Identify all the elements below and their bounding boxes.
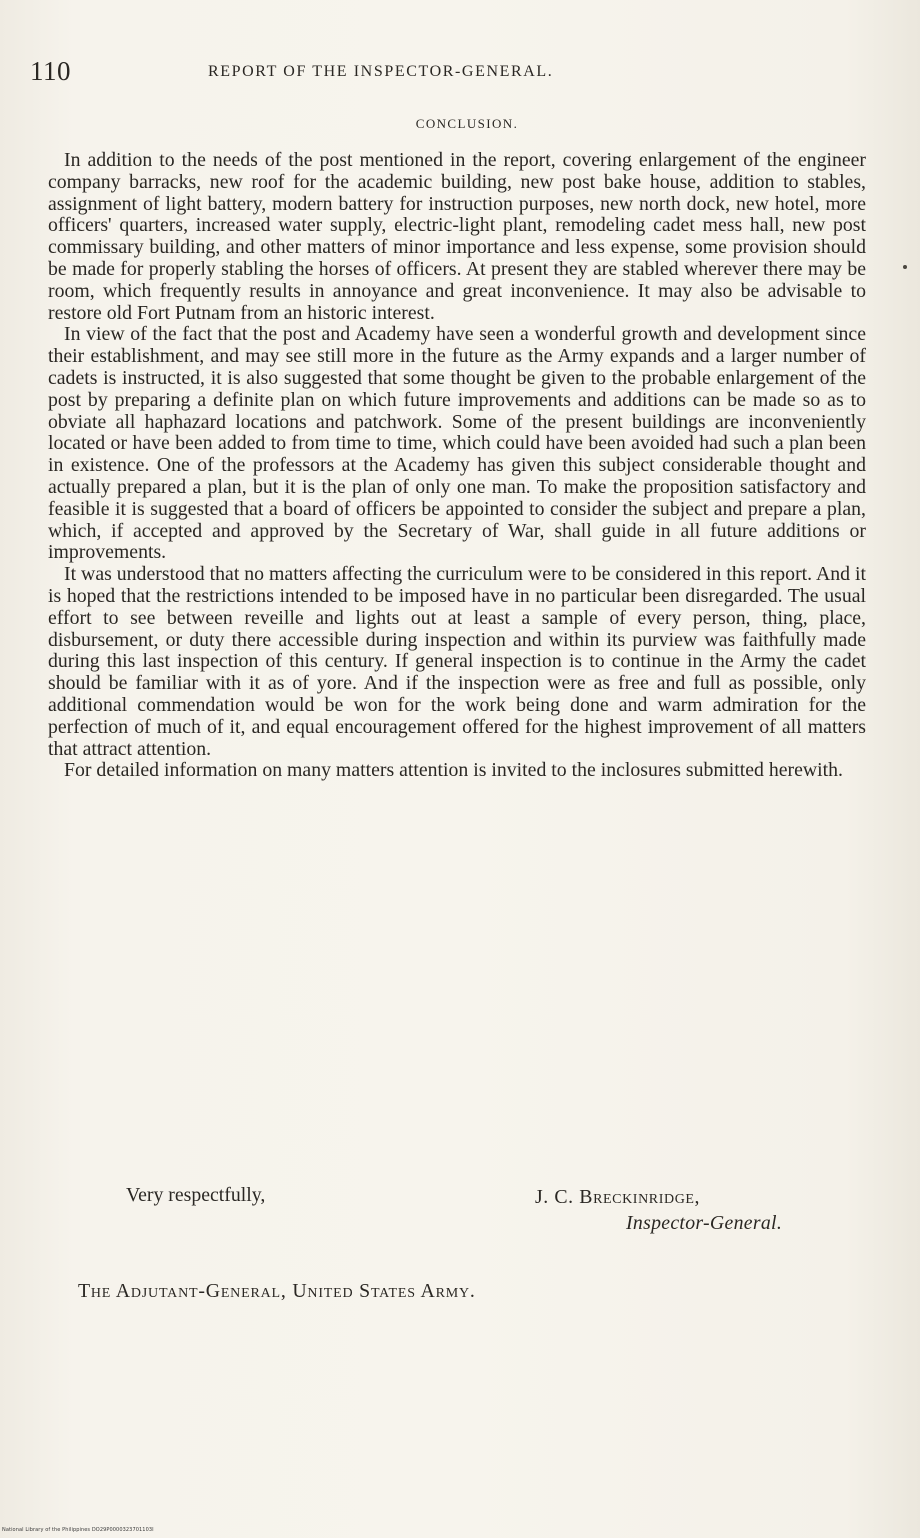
addressee: The Adjutant-General, United States Army. <box>78 1280 476 1302</box>
signature-block <box>48 1184 866 1244</box>
page-number: 110 <box>30 56 71 86</box>
paragraph-future-plan: In view of the fact that the post and Academy have seen a wonderful growth and development since their establishment, and may see still more in the future as the Army expands and a larger number of cadets is instructed, it is also suggested that some thought be given to the probable enlargement of the post by preparing a definite plan on which future improvements and additions can be made so as to obviate all haphazard locations and patchwork. Some of the present buildings are inconveniently located or have been added to from time to time, which could have been avoided had such a plan been in existence. One of the professors at the Academy has given this subject considerable thought and actually prepared a plan, but it is the plan of only one man. To make the proposition satisfactory and feasible it is suggested that a board of officers be appointed to consider the subject and prepare a plan, which, if accepted and approved by the Secretary of War, shall guide in all future additions or improvements. <box>48 323 866 564</box>
paragraph-inclosures: For detailed information on many matters attention is invited to the inclosures submitted herewith. <box>64 759 844 782</box>
page-header <box>30 56 850 90</box>
footer-credit: National Library of the Philippines DO29P0000323701103I <box>2 1527 154 1533</box>
paragraph-curriculum: It was understood that no matters affecting the curriculum were to be considered in this report. And it is hoped that the restrictions intended to be imposed have in no particular been disregarded. The usual effort to see between reveille and lights out at least a sample of every person, thing, place, disbursement, or duty there accessible during inspection and within its purview was faithfully made during this last inspection of this century. If general inspection is to continue in the Army the cadet should be familiar with it as of yore. And if the inspection were as free and full as possible, only additional commendation would be won for the work being done and warm admiration for the perfection of much of it, and equal encouragement offered for the highest improvement of all matters that attract attention. <box>48 563 866 760</box>
ink-speck <box>903 265 907 269</box>
paragraph-needs-of-post: In addition to the needs of the post mentioned in the report, covering enlargement of the engineer company barracks, new roof for the academic building, new post bake house, addition to stables, assignment of light battery, modern battery for instruction purposes, new north dock, new hotel, more officers' quarters, increased water supply, electric-light plant, remodeling cadet mess hall, new post commissary building, and other matters of minor importance and less expense, some provision should be made for properly stabling the horses of officers. At present they are stabled wherever there may be room, which frequently results in annoyance and great inconvenience. It may also be advisable to restore old Fort Putnam from an historic interest. <box>48 149 866 324</box>
body-text <box>48 150 866 782</box>
section-heading: CONCLUSION. <box>415 116 519 131</box>
signer-name: J. C. Breckinridge, <box>535 1186 701 1208</box>
signer-title: Inspector-General. <box>626 1212 783 1234</box>
running-head: REPORT OF THE INSPECTOR-GENERAL. <box>208 63 554 80</box>
closing: Very respectfully, <box>126 1184 266 1206</box>
